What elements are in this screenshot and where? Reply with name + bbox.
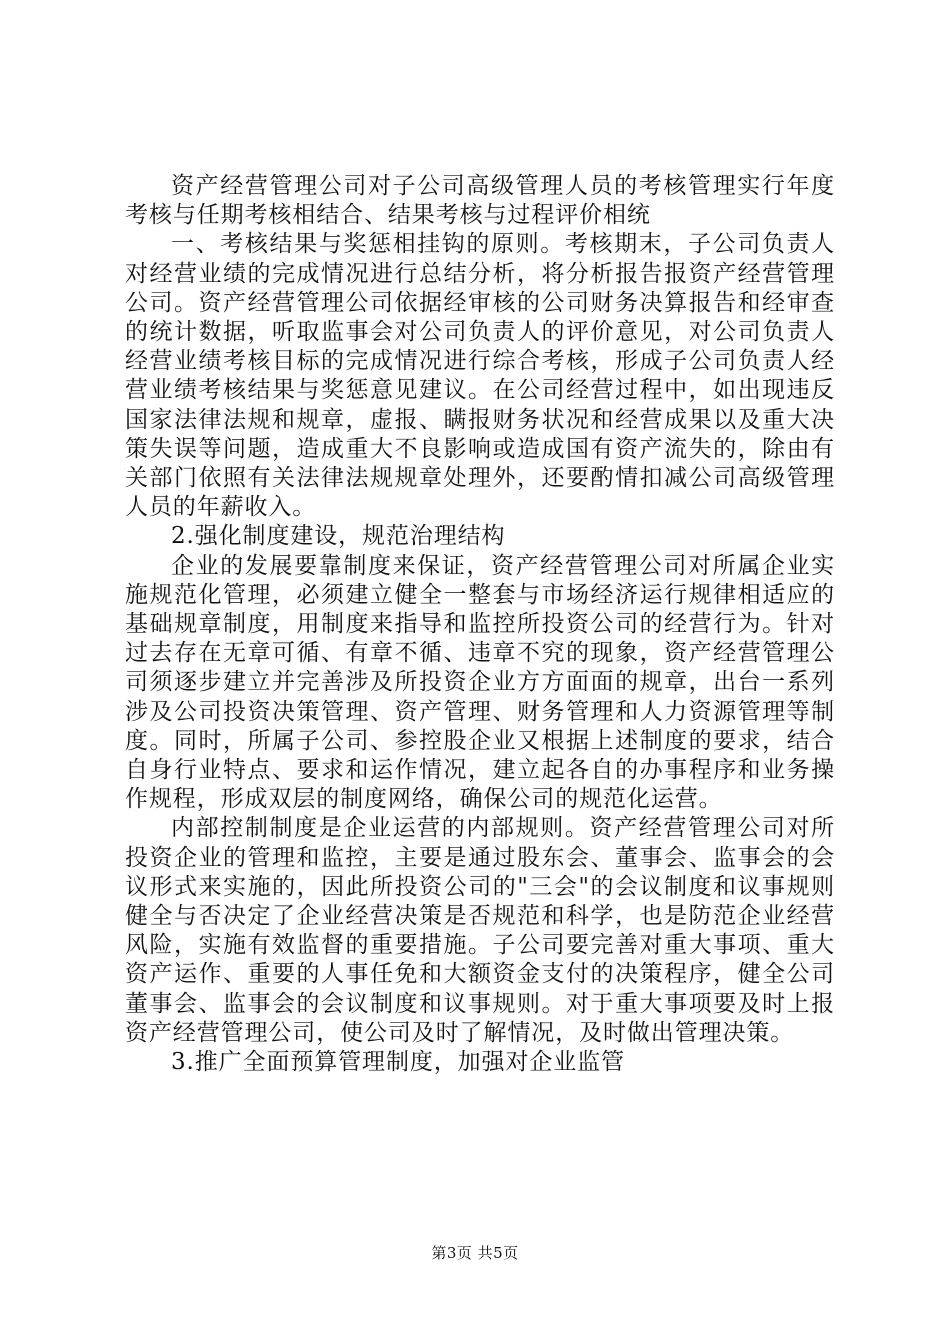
document-body: [125, 172, 835, 1077]
paragraph-internal-control: 内部控制制度是企业运营的内部规则。资产经营管理公司对所投资企业的管理和监控，主要是通过股东会、董事会、监事会的会议形式来实施的，因此所投资公司的"三会"的会议制度和议事规则健全与否决定了企业经营决策是否规范和科学，也是防范企业经营风险，实施有效监督的重要措施。子公司要完善对重大事项、重大资产运作、重要的人事任免和大额资金支付的决策程序，健全公司董事会、监事会的会议制度和议事规则。对于重大事项要及时上报资产经营管理公司，使公司及时了解情况，及时做出管理决策。: [125, 815, 835, 1046]
paragraph-assessment-intro: 资产经营管理公司对子公司高级管理人员的考核管理实行年度考核与任期考核相结合、结果考核与过程评价相统: [125, 173, 835, 229]
paragraph-institution-building: 企业的发展要靠制度来保证，资产经营管理公司对所属企业实施规范化管理，必须建立健全一整套与市场经济运行规律相适应的基础规章制度，用制度来指导和监控所投资公司的经营行为。针对过去存在无章可循、有章不循、违章不究的现象，资产经营管理公司须逐步建立并完善涉及所投资企业方方面面的规章，出台一系列涉及公司投资决策管理、资产管理、财务管理和人力资源管理等制度。同时，所属子公司、参控股企业又根据上述制度的要求，结合自身行业特点、要求和运作情况，建立起各自的办事程序和业务操作规程，形成双层的制度网络，确保公司的规范化运营。: [125, 552, 835, 813]
paragraph-assessment-principle: 一、考核结果与奖惩相挂钩的原则。考核期末，子公司负责人对经营业绩的完成情况进行总结分析，将分析报告报资产经营管理公司。资产经营管理公司依据经审核的公司财务决算报告和经审查的统计数据，听取监事会对公司负责人的评价意见，对公司负责人经营业绩考核目标的完成情况进行综合考核，形成子公司负责人经营业绩考核结果与奖惩意见建议。在公司经营过程中，如出现违反国家法律法规和规章，虚报、瞒报财务状况和经营成果以及重大决策失误等问题，造成重大不良影响或造成国有资产流失的，除由有关部门依照有关法律法规规章处理外，还要酌情扣减公司高级管理人员的年薪收入。: [125, 231, 835, 521]
page-number-footer: 第3页 共5页: [431, 1244, 519, 1262]
section-heading-budget-management: 3.推广全面预算管理制度，加强对企业监管: [171, 1049, 625, 1076]
section-heading-institution-building: 2.强化制度建设，规范治理结构: [171, 523, 506, 550]
